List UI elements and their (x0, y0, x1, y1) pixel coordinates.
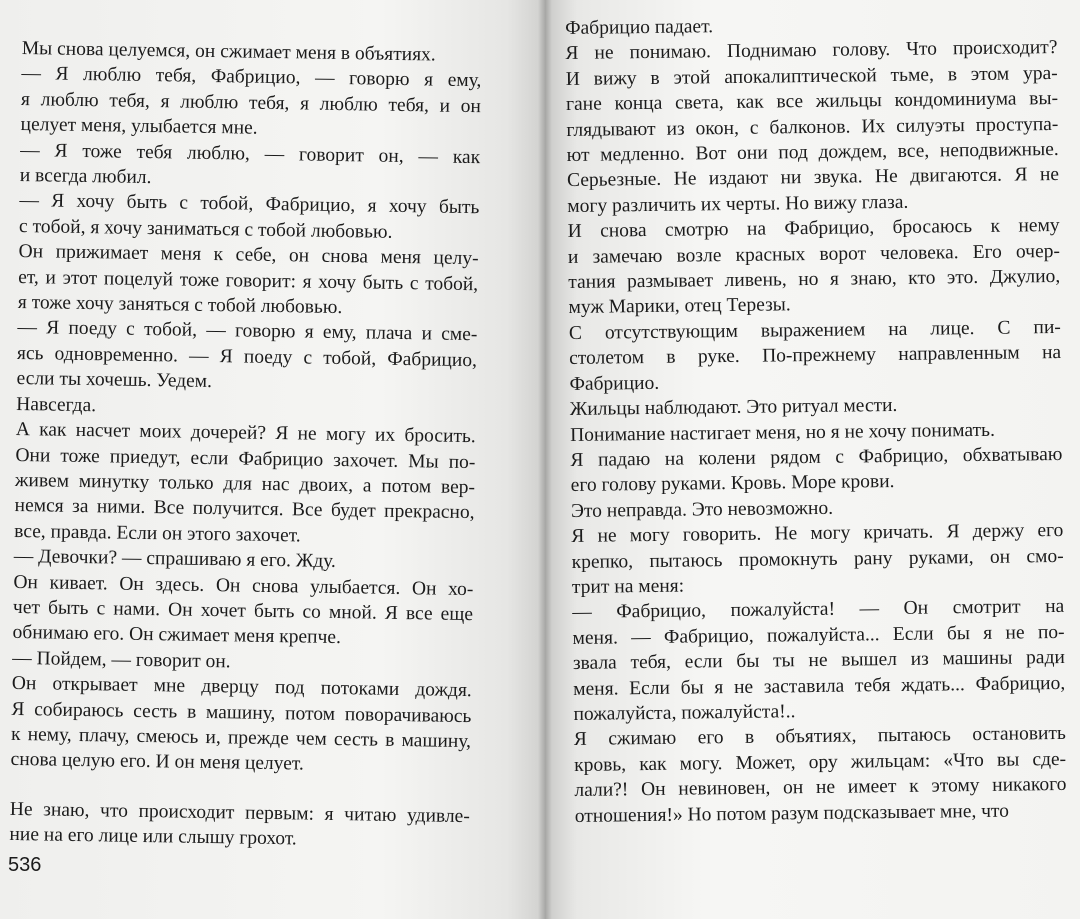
text-line: Серьезные. Не издают ни звука. Не двигаются. Я не (566, 164, 1060, 192)
text-line: если ты хочешь. Уедем. (16, 368, 213, 393)
text-line: Понимание настигает меня, но я не хочу понимать. (569, 419, 996, 446)
text-line: Я не понимаю. Поднимаю голову. Что происходит? (565, 37, 1058, 65)
text-line: кровь, как могу. Может, ору жильцам: «Что вы сде- (574, 748, 1067, 776)
text-line: чет быть с нами. Он хочет быть со мной. Я все еще (12, 596, 474, 626)
text-line: столетом в руке. По-прежнему направленным на (569, 342, 1062, 370)
right-page-text (565, 10, 1067, 829)
text-line: Фабрицио падает. (565, 16, 714, 39)
text-line: — Я тоже тебя люблю, — говорит он, — как (20, 139, 481, 168)
text-line: ет, и этот поцелуй тоже говорит: я хочу быть с тобой, (18, 266, 479, 295)
text-line: — Я люблю тебя, Фабрицио, — говорю я ему, (21, 63, 482, 92)
text-line: лали?! Он невиновен, он не имеет к этому никакого (574, 774, 1067, 802)
book-spine-shadow (538, 0, 552, 919)
text-line: и замечаю возле красных ворот человека. Его очер- (567, 240, 1061, 268)
text-line: трит на меня: (571, 575, 685, 598)
text-line: его голову руками. Кровь. Море крови. (570, 471, 895, 497)
text-line: Он кивает. Он здесь. Он снова улыбается. Он хо- (13, 571, 474, 600)
text-line: целует меня, улыбается мне. (20, 114, 258, 139)
text-line: крепко, пытаюсь промокнуть рану руками, он смо- (571, 545, 1064, 573)
text-line: ют медленно. Вот они под дождем, все, неподвижные. (566, 139, 1059, 167)
text-line: Жильцы наблюдают. Это ритуал мести. (569, 395, 898, 421)
right-book-page (545, 0, 1080, 919)
text-line: Навсегда. (16, 393, 97, 416)
text-line: Фабрицио. (569, 372, 660, 395)
text-line: обнимаю его. Он сжимает меня крепче. (12, 622, 342, 649)
text-line: к нему, плачу, смеюсь и, прежде чем сесть в машину, (10, 723, 472, 753)
text-line: все, правда. Если он этого захочет. (14, 520, 301, 547)
text-line: Это неправда. Это невозможно. (570, 497, 834, 522)
text-line: Мы снова целуемся, он сжимает меня в объятиях. (21, 37, 436, 66)
text-line: отношения!» Но потом разум подсказывает мне, что (574, 800, 1010, 827)
text-line: немся за ними. Все получится. Все будет прекрасно, (14, 495, 475, 524)
text-line: — Я поеду с тобой, — говорю я ему, плача и сме- (17, 317, 478, 346)
text-line: — Я хочу быть с тобой, Фабрицио, я хочу быть (19, 190, 480, 219)
text-line: С отсутствующим выражением на лице. С пи- (568, 316, 1061, 344)
text-line: Я собираюсь сесть в машину, потом поворачиваюсь (11, 698, 472, 727)
text-line: снова целую его. И он меня целует. (10, 749, 304, 775)
left-page-text (9, 36, 482, 855)
text-line: муж Марики, отец Терезы. (568, 294, 791, 319)
text-line: Я сжимаю его в объятиях, пытаюсь остановить (573, 723, 1066, 751)
text-line: гане конца света, как все жильцы кондоминиума вы- (565, 88, 1059, 116)
text-line: и всегда любил. (19, 165, 152, 189)
text-line: И вижу в этой апокалиптической тьме, в этом ура- (565, 62, 1058, 90)
text-line: — Пойдем, — говорит он. (12, 647, 231, 673)
text-line: звала тебя, если бы ты не вышел из машины ради (572, 647, 1066, 675)
text-line: Они тоже приедут, если Фабрицио захочет. Мы по- (15, 444, 476, 473)
text-line: Не знаю, что происходит первым: я читаю удивле- (9, 798, 470, 827)
text-line: я люблю тебя, я люблю тебя, я люблю тебя, и он (20, 88, 482, 118)
text-line: я тоже хочу заняться с тобой любовью. (17, 292, 343, 319)
text-line: — Девочки? — спрашиваю я его. Жду. (13, 546, 337, 573)
text-line: ние на его лице или слышу грохот. (9, 824, 297, 850)
text-line: меня. — Фабрицио, пожалуйста... Если бы я не по- (572, 621, 1065, 649)
text-line: живем минутку только для нас двоих, а потом вер- (14, 469, 476, 499)
text-line: пожалуйста, пожалуйста!.. (573, 701, 796, 725)
text-line: тания размывает ливень, но я знаю, кто это. Джулио, (568, 266, 1061, 294)
text-line: глядывают из окон, с балконов. Их силуэты проступа- (566, 113, 1059, 141)
text-line: А как насчет моих дочерей? Я не могу их бросить. (15, 419, 476, 448)
text-line: И снова смотрю на Фабрицио, бросаюсь к нему (567, 215, 1060, 243)
text-line: с тобой, я хочу заниматься с тобой любовью. (18, 215, 393, 243)
page-number: 536 (8, 854, 42, 876)
text-line: могу различить их черты. Но вижу глаза. (567, 191, 909, 217)
text-line: меня. Если бы я не заставила тебя ждать... Фабрицио, (573, 672, 1066, 700)
text-line: Он прижимает меня к себе, он снова меня целу- (18, 241, 479, 270)
text-line: Я не могу говорить. Не могу кричать. Я держу его (571, 520, 1064, 548)
text-line: Он открывает мне дверцу под потоками дождя. (11, 673, 472, 702)
text-line: Я падаю на колени рядом с Фабрицио, обхватываю (570, 443, 1063, 471)
text-line: ясь одновременно. — Я поеду с тобой, Фабрицио, (16, 342, 478, 372)
text-line: — Фабрицио, пожалуйста! — Он смотрит на (572, 596, 1065, 624)
